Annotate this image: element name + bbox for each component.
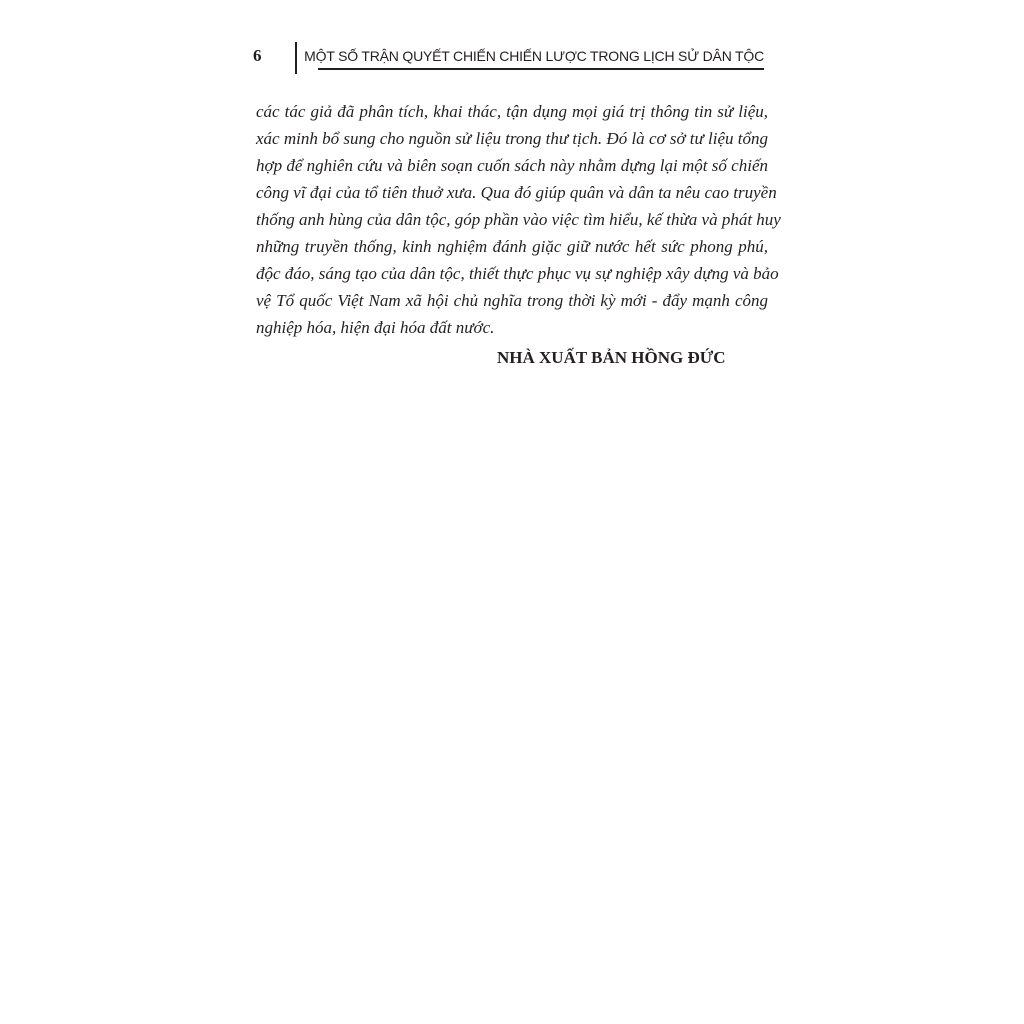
body-line: độc đáo, sáng tạo của dân tộc, thiết thực phục vụ sự nghiệp xây dựng và bảo	[256, 264, 779, 283]
body-line: những truyền thống, kinh nghiệm đánh giặc giữ nước hết sức phong phú,	[256, 237, 768, 256]
body-line: công vĩ đại của tổ tiên thuở xưa. Qua đó giúp quân và dân ta nêu cao truyền	[256, 183, 777, 202]
publisher-signature: NHÀ XUẤT BẢN HỒNG ĐỨC	[497, 348, 726, 367]
body-paragraph	[256, 98, 781, 341]
body-line: vệ Tổ quốc Việt Nam xã hội chủ nghĩa trong thời kỳ mới - đẩy mạnh công	[256, 291, 768, 310]
body-line-last: nghiệp hóa, hiện đại hóa đất nước.	[256, 318, 495, 337]
body-line: xác minh bổ sung cho nguồn sử liệu trong thư tịch. Đó là cơ sở tư liệu tổng	[256, 129, 768, 148]
page-number: 6	[253, 46, 262, 65]
body-line: thống anh hùng của dân tộc, góp phần vào việc tìm hiểu, kế thừa và phát huy	[256, 210, 781, 229]
running-title: MỘT SỐ TRẬN QUYẾT CHIẾN CHIẾN LƯỢC TRONG LỊCH SỬ DÂN TỘC	[304, 48, 764, 64]
body-line: hợp để nghiên cứu và biên soạn cuốn sách này nhằm dựng lại một số chiến	[256, 156, 768, 175]
header-vertical-divider	[295, 42, 297, 74]
body-line: các tác giả đã phân tích, khai thác, tận dụng mọi giá trị thông tin sử liệu,	[256, 102, 768, 121]
header-rule	[318, 68, 764, 70]
